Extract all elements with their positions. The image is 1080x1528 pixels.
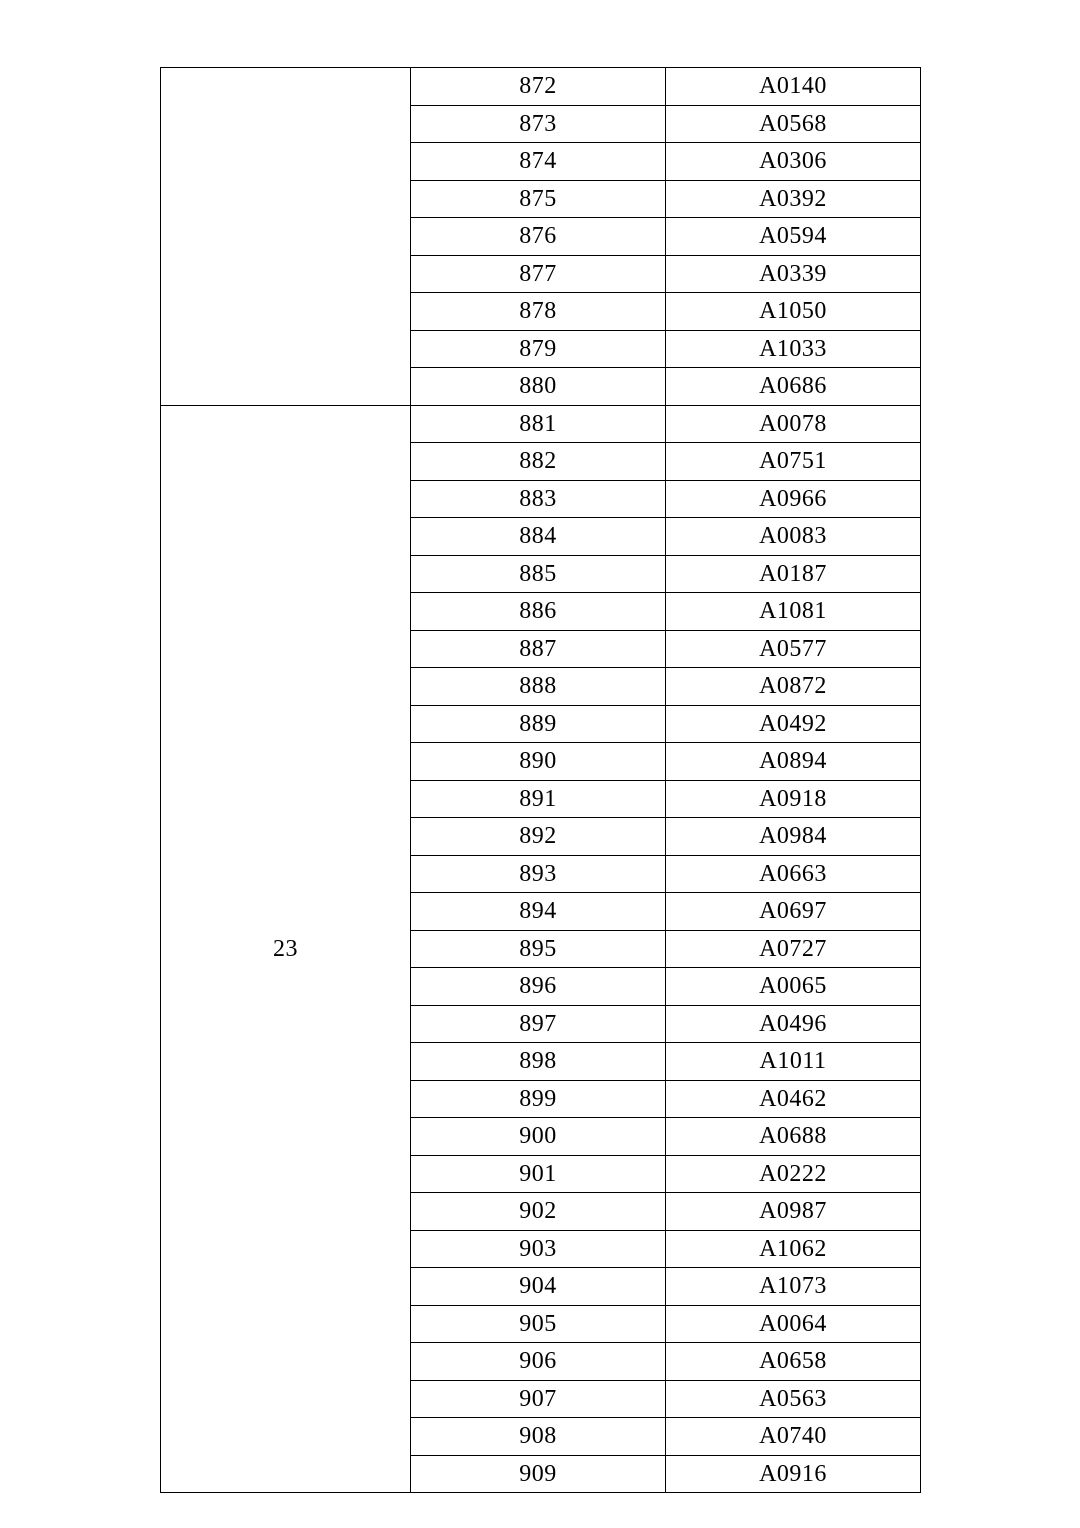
code-cell: A0688 [666,1118,921,1156]
sequence-cell: 901 [411,1155,666,1193]
code-cell: A0078 [666,405,921,443]
sequence-cell: 883 [411,480,666,518]
sequence-cell: 891 [411,780,666,818]
table-row [161,405,921,443]
code-cell: A0306 [666,143,921,181]
code-cell: A1050 [666,293,921,331]
code-cell: A0187 [666,555,921,593]
code-cell: A0222 [666,1155,921,1193]
code-cell: A0065 [666,968,921,1006]
sequence-cell: 889 [411,705,666,743]
code-cell: A0594 [666,218,921,256]
code-cell: A0894 [666,743,921,781]
sequence-cell: 881 [411,405,666,443]
sequence-cell: 872 [411,68,666,106]
code-cell: A0658 [666,1343,921,1381]
sequence-cell: 890 [411,743,666,781]
table-wrapper [160,67,920,1493]
sequence-cell: 876 [411,218,666,256]
sequence-cell: 898 [411,1043,666,1081]
sequence-cell: 877 [411,255,666,293]
code-cell: A0083 [666,518,921,556]
code-cell: A0563 [666,1380,921,1418]
sequence-cell: 909 [411,1455,666,1493]
code-cell: A0751 [666,443,921,481]
sequence-cell: 892 [411,818,666,856]
sequence-cell: 875 [411,180,666,218]
sequence-cell: 897 [411,1005,666,1043]
sequence-cell: 884 [411,518,666,556]
code-cell: A0984 [666,818,921,856]
sequence-cell: 896 [411,968,666,1006]
code-cell: A0339 [666,255,921,293]
sequence-cell: 874 [411,143,666,181]
code-cell: A0462 [666,1080,921,1118]
code-cell: A0686 [666,368,921,406]
code-cell: A0727 [666,930,921,968]
sequence-cell: 903 [411,1230,666,1268]
sequence-cell: 882 [411,443,666,481]
sequence-cell: 899 [411,1080,666,1118]
code-cell: A0140 [666,68,921,106]
code-cell: A0697 [666,893,921,931]
sequence-cell: 908 [411,1418,666,1456]
code-cell: A1062 [666,1230,921,1268]
sequence-cell: 886 [411,593,666,631]
sequence-cell: 906 [411,1343,666,1381]
code-cell: A0918 [666,780,921,818]
code-cell: A0663 [666,855,921,893]
code-cell: A1081 [666,593,921,631]
code-cell: A1011 [666,1043,921,1081]
code-cell: A0987 [666,1193,921,1231]
sequence-cell: 900 [411,1118,666,1156]
sequence-cell: 895 [411,930,666,968]
code-cell: A0966 [666,480,921,518]
sequence-cell: 880 [411,368,666,406]
group-cell-label: 23 [161,405,411,1493]
sequence-cell: 893 [411,855,666,893]
code-cell: A0064 [666,1305,921,1343]
code-cell: A0496 [666,1005,921,1043]
sequence-cell: 878 [411,293,666,331]
group-cell-empty [161,68,411,406]
sequence-cell: 873 [411,105,666,143]
sequence-cell: 894 [411,893,666,931]
code-cell: A0916 [666,1455,921,1493]
sequence-cell: 885 [411,555,666,593]
code-cell: A1073 [666,1268,921,1306]
sequence-cell: 902 [411,1193,666,1231]
code-cell: A0568 [666,105,921,143]
candidate-number-table [160,67,921,1493]
code-cell: A0872 [666,668,921,706]
code-cell: A1033 [666,330,921,368]
sequence-cell: 888 [411,668,666,706]
table-row [161,68,921,106]
code-cell: A0577 [666,630,921,668]
table-body [161,68,921,1493]
sequence-cell: 887 [411,630,666,668]
sequence-cell: 879 [411,330,666,368]
code-cell: A0492 [666,705,921,743]
sequence-cell: 904 [411,1268,666,1306]
code-cell: A0740 [666,1418,921,1456]
sequence-cell: 905 [411,1305,666,1343]
code-cell: A0392 [666,180,921,218]
sequence-cell: 907 [411,1380,666,1418]
